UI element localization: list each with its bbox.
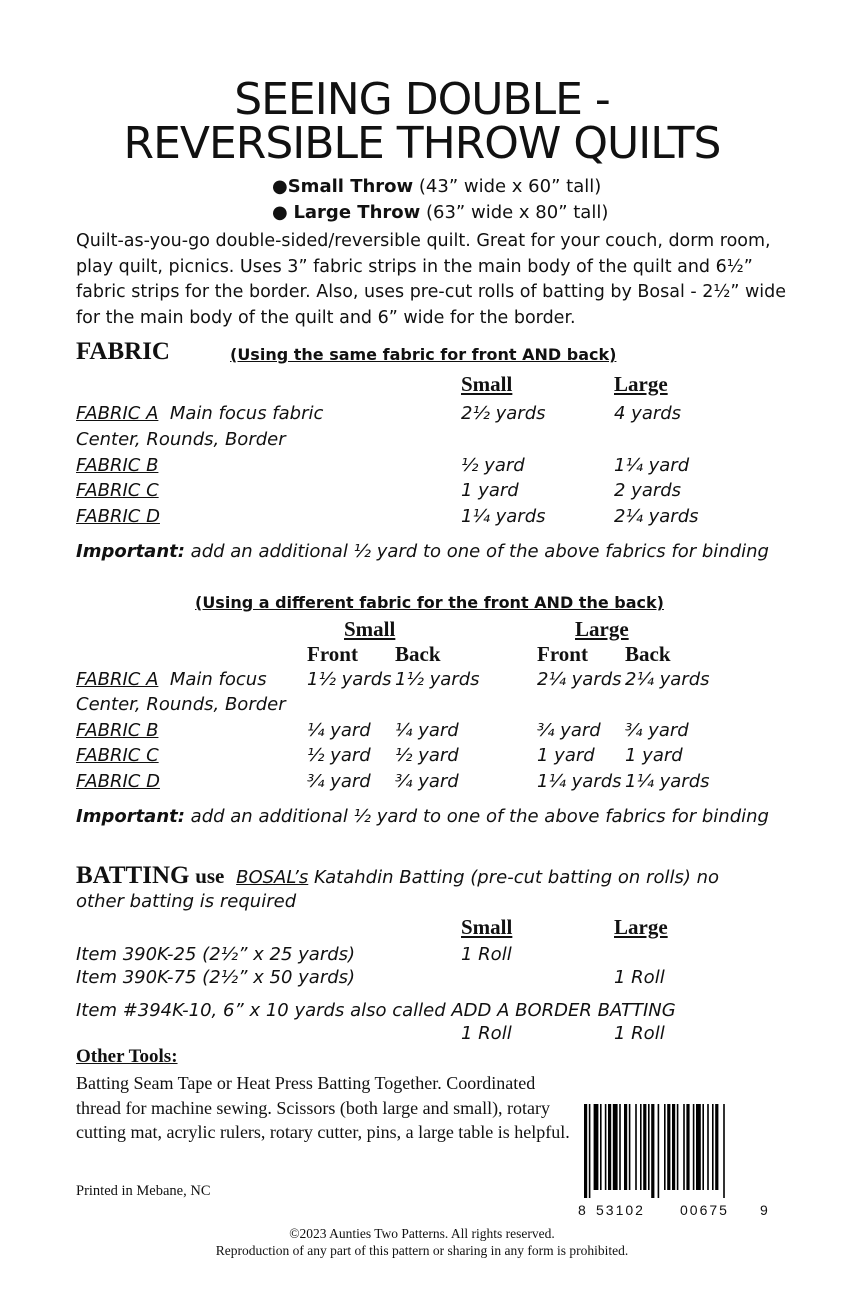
batting-use: use bbox=[195, 864, 225, 888]
diff-col-small: Small bbox=[344, 617, 396, 641]
barcode-bar bbox=[693, 1104, 695, 1190]
batting-item-3-small: 1 Roll bbox=[461, 1023, 512, 1044]
fabric-large-value: 2 yards bbox=[614, 480, 682, 501]
footer-reproduction: Reproduction of any part of this pattern or sharing in any form is prohibited. bbox=[215, 1243, 629, 1258]
diff-large-front: 2¼ yards bbox=[537, 669, 622, 690]
barcode-bar bbox=[702, 1104, 704, 1190]
important-note bbox=[76, 541, 769, 562]
size-small bbox=[272, 174, 601, 200]
fabric-name: FABRIC C bbox=[76, 745, 159, 766]
diff-small-back: 1½ yards bbox=[395, 669, 480, 690]
fabric-small-value: ½ yard bbox=[461, 455, 525, 476]
barcode-bar bbox=[613, 1104, 618, 1190]
diff-small-front: ¼ yard bbox=[307, 720, 371, 741]
fabric-name: FABRIC B bbox=[76, 720, 159, 741]
fabric-heading: FABRIC bbox=[76, 338, 170, 365]
barcode-bar bbox=[605, 1104, 607, 1190]
barcode-bar bbox=[600, 1104, 602, 1190]
important-note-2 bbox=[76, 806, 769, 827]
barcode-bar bbox=[584, 1104, 587, 1198]
batting-item-2-large: 1 Roll bbox=[614, 967, 665, 988]
barcode-bar bbox=[651, 1104, 654, 1198]
diff-small-back: ¾ yard bbox=[395, 771, 459, 792]
barcode-bar bbox=[677, 1104, 679, 1190]
fabric-desc: Center, Rounds, Border bbox=[76, 429, 286, 450]
description: Quilt-as-you-go double-sided/reversible quilt. Great for your couch, dorm room, play quilt, picnics. Uses 3” fabric strips in the main body of the quilt and 6½” fabric strips for the border. Also, uses pre-cut rolls of batting by Bosal - 2½” wide for the main body of the quilt and 6” wide for the border. bbox=[76, 231, 787, 328]
batting-brand: BOSAL’s bbox=[236, 867, 309, 888]
batting-col-large: Large bbox=[614, 915, 668, 939]
table-row bbox=[76, 669, 267, 690]
fabric-name: FABRIC A bbox=[76, 669, 159, 690]
important-label: Important: bbox=[76, 541, 185, 562]
size-large bbox=[272, 200, 608, 226]
barcode-digits-right: 00675 bbox=[680, 1202, 729, 1218]
barcode-bar bbox=[624, 1104, 627, 1190]
diff-small-front: 1½ yards bbox=[307, 669, 392, 690]
barcode-bar bbox=[635, 1104, 637, 1190]
diff-small-back: ¼ yard bbox=[395, 720, 459, 741]
batting-heading: BATTING bbox=[76, 862, 190, 889]
table-row bbox=[76, 403, 323, 424]
diff-large-back: 2¼ yards bbox=[625, 669, 710, 690]
barcode-bars bbox=[578, 1104, 770, 1198]
barcode bbox=[578, 1104, 770, 1198]
fabric-small-value: 1 yard bbox=[461, 480, 519, 501]
barcode-bar bbox=[664, 1104, 666, 1190]
barcode-digit-first: 8 bbox=[578, 1202, 586, 1218]
barcode-bar bbox=[608, 1104, 611, 1190]
batting-col-small: Small bbox=[461, 915, 513, 939]
barcode-digit-last: 9 bbox=[760, 1202, 768, 1218]
barcode-bar bbox=[686, 1104, 689, 1190]
fabric-large-value: 2¼ yards bbox=[614, 506, 699, 527]
fabric-small-value: 2½ yards bbox=[461, 403, 546, 424]
batting-desc: Katahdin Batting (pre-cut batting on rolls) no bbox=[308, 867, 720, 888]
diff-small-front: ¾ yard bbox=[307, 771, 371, 792]
fabric-name: FABRIC D bbox=[76, 771, 160, 792]
fabric-desc: Center, Rounds, Border bbox=[76, 694, 286, 715]
barcode-bar bbox=[640, 1104, 642, 1190]
fabric-large-value: 1¼ yard bbox=[614, 455, 690, 476]
page-title-line2: REVERSIBLE THROW QUILTS bbox=[123, 118, 721, 169]
diff-large-front: ¾ yard bbox=[537, 720, 601, 741]
barcode-bar bbox=[594, 1104, 599, 1190]
diff-col-front-small: Front bbox=[307, 642, 358, 666]
fabric-name: FABRIC C bbox=[76, 480, 159, 501]
size-small-dims: (43” wide x 60” tall) bbox=[418, 176, 602, 197]
fabric-name: FABRIC A bbox=[76, 403, 159, 424]
footer-copyright: ©2023 Aunties Two Patterns. All rights reserved. bbox=[289, 1226, 555, 1241]
barcode-bar bbox=[648, 1104, 650, 1190]
diff-col-front-large: Front bbox=[537, 642, 588, 666]
bullet-icon: ● bbox=[272, 176, 288, 197]
important-text: add an additional ½ yard to one of the above fabrics for binding bbox=[184, 541, 769, 562]
fabric-same-heading: (Using the same fabric for front AND back) bbox=[230, 345, 617, 364]
important-text: add an additional ½ yard to one of the above fabrics for binding bbox=[184, 806, 769, 827]
batting-item-1: Item 390K-25 (2½” x 25 yards) bbox=[76, 944, 356, 965]
barcode-bar bbox=[707, 1104, 709, 1190]
barcode-bar bbox=[589, 1104, 591, 1198]
fabric-col-small: Small bbox=[461, 372, 513, 396]
diff-col-back-small: Back bbox=[395, 642, 441, 666]
fabric-diff-heading: (Using a different fabric for the front AND the back) bbox=[195, 593, 664, 612]
diff-col-large: Large bbox=[575, 617, 629, 641]
barcode-bar bbox=[667, 1104, 670, 1190]
fabric-name: FABRIC B bbox=[76, 455, 159, 476]
page-title-line1: SEEING DOUBLE - bbox=[234, 74, 610, 125]
batting-item-2: Item 390K-75 (2½” x 50 yards) bbox=[76, 967, 356, 988]
fabric-name: FABRIC D bbox=[76, 506, 160, 527]
batting-item-1-small: 1 Roll bbox=[461, 944, 512, 965]
printed-location: Printed in Mebane, NC bbox=[76, 1183, 211, 1199]
barcode-bar bbox=[643, 1104, 646, 1190]
diff-small-front: ½ yard bbox=[307, 745, 371, 766]
diff-small-back: ½ yard bbox=[395, 745, 459, 766]
barcode-bar bbox=[658, 1104, 660, 1198]
batting-item-3-large: 1 Roll bbox=[614, 1023, 665, 1044]
size-large-dims: (63” wide x 80” tall) bbox=[426, 202, 609, 223]
barcode-bar bbox=[672, 1104, 675, 1190]
batting-line1 bbox=[76, 862, 719, 890]
diff-large-front: 1 yard bbox=[537, 745, 595, 766]
important-label: Important: bbox=[76, 806, 185, 827]
diff-large-back: ¾ yard bbox=[625, 720, 689, 741]
diff-large-front: 1¼ yards bbox=[537, 771, 622, 792]
fabric-col-large: Large bbox=[614, 372, 668, 396]
barcode-bar bbox=[712, 1104, 714, 1190]
tools-text: Batting Seam Tape or Heat Press Batting Together. Coordinated thread for machine sewing. Scissors (both large and small), rotary cutting mat, acrylic rulers, rotary cutter, pins, a large table is helpful. bbox=[76, 1073, 570, 1142]
barcode-bar bbox=[619, 1104, 621, 1190]
fabric-small-value: 1¼ yards bbox=[461, 506, 546, 527]
barcode-bar bbox=[696, 1104, 701, 1190]
diff-large-back: 1 yard bbox=[625, 745, 683, 766]
fabric-desc: Main focus bbox=[169, 669, 267, 690]
tools-heading: Other Tools: bbox=[76, 1046, 178, 1067]
batting-line2: other batting is required bbox=[76, 891, 297, 912]
size-small-name: Small Throw bbox=[287, 176, 414, 197]
barcode-bar bbox=[723, 1104, 725, 1198]
barcode-bar bbox=[629, 1104, 631, 1190]
batting-item-3: Item #394K-10, 6” x 10 yards also called ADD A BORDER BATTING bbox=[76, 1000, 676, 1021]
barcode-digits-left: 53102 bbox=[596, 1202, 645, 1218]
bullet-icon: ● bbox=[272, 202, 294, 223]
diff-large-back: 1¼ yards bbox=[625, 771, 710, 792]
fabric-desc: Main focus fabric bbox=[169, 403, 324, 424]
size-large-name: Large Throw bbox=[293, 202, 421, 223]
barcode-bar bbox=[715, 1104, 718, 1190]
barcode-bar bbox=[683, 1104, 685, 1190]
diff-col-back-large: Back bbox=[625, 642, 671, 666]
fabric-large-value: 4 yards bbox=[614, 403, 682, 424]
